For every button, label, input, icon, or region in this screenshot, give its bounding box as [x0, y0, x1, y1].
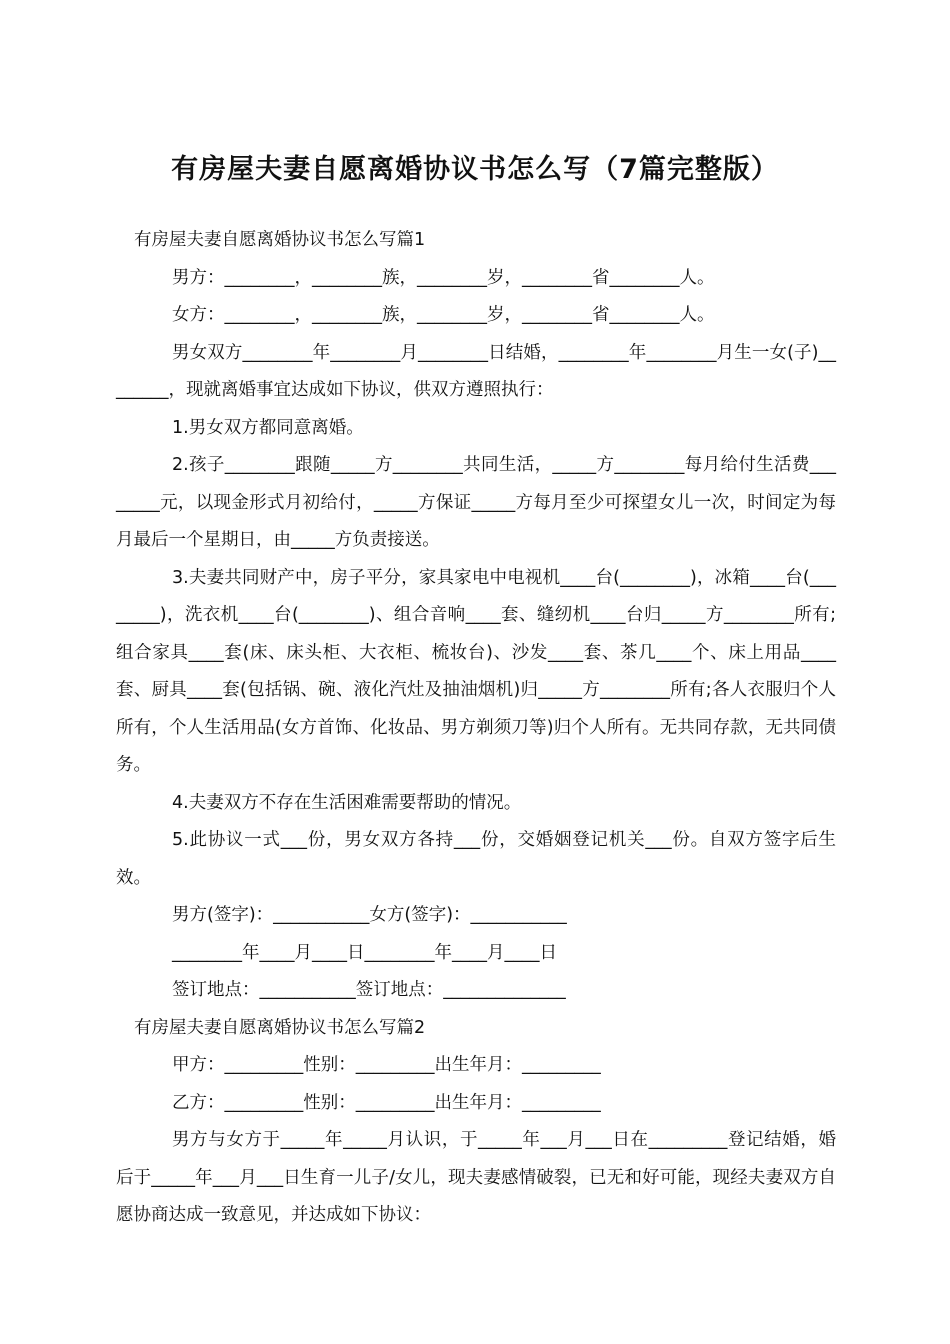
paragraph: 男女双方________年________月________日结婚，________年________月生一女(子)________，现就离婚事宜达成如下协议，供双方遵照执行：	[116, 342, 836, 400]
document-body	[116, 222, 836, 1235]
paragraph: 男方与女方于_____年_____月认识，于_____年___月___日在_________登记结婚，婚后于_____年___月___日生育一儿子/女儿，现夫妻感情破裂，已无和好可能，现经夫妻双方自愿协商达成一致意见，并达成如下协议：	[116, 1130, 836, 1225]
paragraph: 男方(签字)：___________女方(签字)：___________	[172, 905, 567, 925]
section-heading: 有房屋夫妻自愿离婚协议书怎么写篇2	[134, 1017, 426, 1038]
paragraph: 2.孩子________跟随_____方________共同生活，_____方________每月给付生活费________元，以现金形式月初给付，_____方保证_____方每月至少可探望女儿一次，时间定为每月最后一个星期日，由_____方负责接送。	[116, 455, 836, 550]
paragraph: 3.夫妻共同财产中，房子平分，家具家电中电视机____台(________)，冰箱____台(________)，洗衣机____台(________)、组合音响____套、缝纫机____台归_____方________所有;组合家具____套(床、床头柜、大衣柜、梳妆台)、沙发____套、茶几____个、床上用品____套、厨具____套(包括锅、碗、液化汽灶及抽油烟机)归_____方________所有;各人衣服归个人所有，个人生活用品(女方首饰、化妆品、男方剃须刀等)归个人所有。无共同存款，无共同债务。	[116, 567, 836, 775]
paragraph: 男方：________，________族，________岁，________省________人。	[172, 267, 715, 288]
paragraph: ________年____月____日________年____月____日	[172, 942, 557, 963]
section-heading: 有房屋夫妻自愿离婚协议书怎么写篇1	[134, 230, 426, 250]
paragraph: 1.男女双方都同意离婚。	[172, 417, 364, 438]
paragraph: 女方：________，________族，________岁，________省________人。	[172, 305, 715, 325]
paragraph: 4.夫妻双方不存在生活困难需要帮助的情况。	[172, 792, 522, 813]
paragraph: 乙方：_________性别：_________出生年月：_________	[172, 1092, 601, 1113]
paragraph: 5.此协议一式___份，男女双方各持___份，交婚姻登记机关___份。自双方签字后生效。	[116, 830, 836, 888]
document-title: 有房屋夫妻自愿离婚协议书怎么写（7篇完整版）	[171, 154, 779, 186]
paragraph: 甲方：_________性别：_________出生年月：_________	[172, 1055, 601, 1075]
paragraph: 签订地点：___________签订地点：______________	[172, 980, 566, 1000]
